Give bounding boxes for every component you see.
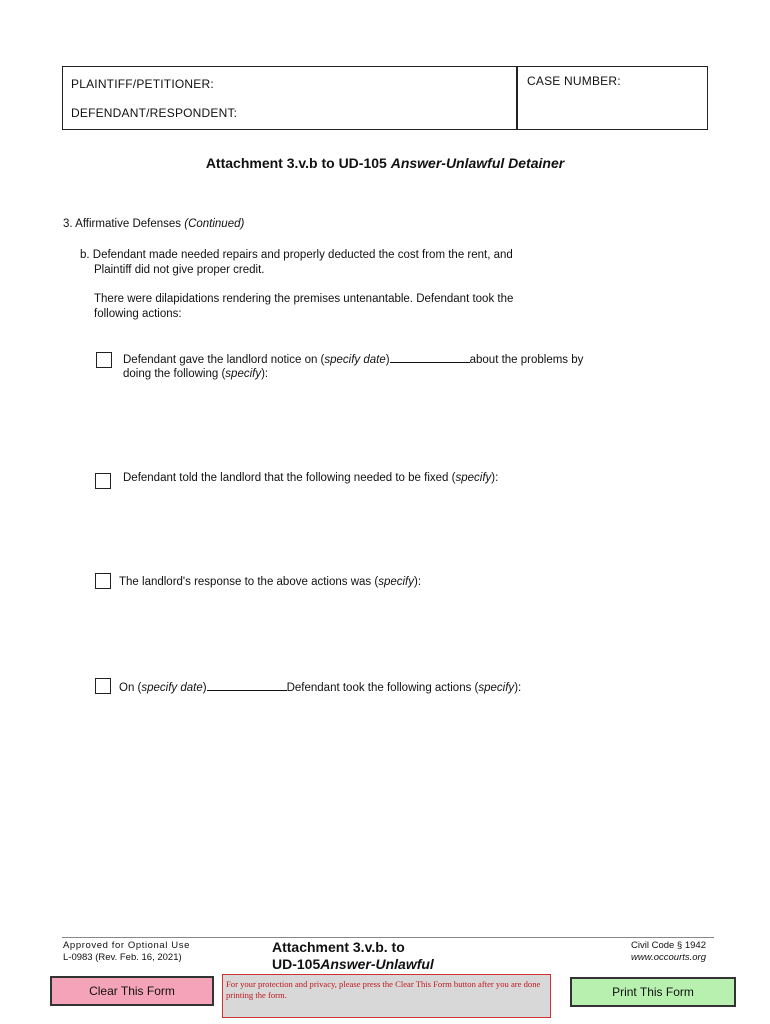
form-id: L-0983 (Rev. Feb. 16, 2021) [63, 952, 182, 963]
case-number-label: CASE NUMBER: [527, 74, 621, 88]
section-heading-italic: (Continued) [184, 218, 245, 230]
footer-rule [62, 937, 714, 938]
option-told-landlord [123, 471, 498, 486]
page-title [0, 155, 770, 171]
opt4-italic: specify date [141, 682, 203, 694]
clear-form-button[interactable]: Clear This Form [50, 976, 214, 1006]
opt1-text-c: about the problems by [469, 354, 584, 366]
opt1-italic-d: specify [225, 368, 262, 380]
court-website: www.occourts.org [631, 952, 706, 963]
opt4-italic2: specify [478, 682, 515, 694]
action-date-checkbox[interactable] [95, 678, 111, 694]
opt4-text-d: ): [514, 682, 522, 694]
para-line1: There were dilapidations rendering the premises untenantable. Defendant took the [94, 293, 514, 305]
told-landlord-checkbox[interactable] [95, 473, 111, 489]
notice-date-checkbox[interactable] [96, 352, 112, 368]
opt1-text-b: ) [385, 354, 390, 366]
option-notice-line1 [123, 352, 583, 368]
defendant-label: DEFENDANT/RESPONDENT: [71, 106, 238, 120]
item-b-line1: b. Defendant made needed repairs and properly deducted the cost from the rent, and [80, 249, 513, 261]
option-notice-line2 [123, 367, 268, 382]
opt3-text-a: The landlord's response to the above actions was ( [119, 576, 379, 588]
opt1-text-d: doing the following ( [123, 368, 226, 380]
opt1-italic-a: specify date [324, 354, 386, 366]
opt3-text-b: ): [413, 576, 422, 588]
caption-divider [516, 66, 518, 130]
action-date-blank[interactable] [207, 680, 287, 691]
opt4-text-a: On ( [119, 682, 142, 694]
plaintiff-label: PLAINTIFF/PETITIONER: [71, 77, 214, 91]
opt2-italic: specify [455, 472, 492, 484]
section-heading-text: 3. Affirmative Defenses [63, 218, 185, 230]
footer-title-italic: Answer-Unlawful [320, 956, 434, 972]
civil-code: Civil Code § 1942 [631, 940, 706, 951]
title-prefix: Attachment 3.v.b to UD-105 [205, 155, 391, 171]
opt1-text-e: ): [261, 368, 269, 380]
landlord-response-checkbox[interactable] [95, 573, 111, 589]
section-heading [63, 217, 244, 232]
option-landlord-response [119, 575, 421, 590]
footer-title-line1: Attachment 3.v.b. to [272, 939, 405, 955]
footer-title-line2 [272, 956, 434, 972]
option-action-date [119, 680, 521, 696]
opt1-text-a: Defendant gave the landlord notice on ( [123, 354, 325, 366]
opt4-text-b: ) [202, 682, 207, 694]
print-form-button[interactable]: Print This Form [570, 977, 736, 1007]
approved-text: Approved for Optional Use [63, 940, 190, 951]
item-b-line2: Plaintiff did not give proper credit. [94, 264, 265, 276]
opt4-text-c: Defendant took the following actions ( [286, 682, 479, 694]
opt2-text-b: ): [491, 472, 499, 484]
title-italic: Answer-Unlawful Detainer [390, 155, 565, 171]
para-line2: following actions: [94, 308, 182, 320]
opt2-text-a: Defendant told the landlord that the following needed to be fixed ( [123, 472, 456, 484]
footer-title-prefix: UD-105 [272, 956, 321, 972]
notice-date-blank[interactable] [390, 352, 470, 363]
opt3-italic: specify [378, 576, 414, 588]
privacy-notice: For your protection and privacy, please press the Clear This Form button after you are done printing the form. [222, 974, 551, 1018]
